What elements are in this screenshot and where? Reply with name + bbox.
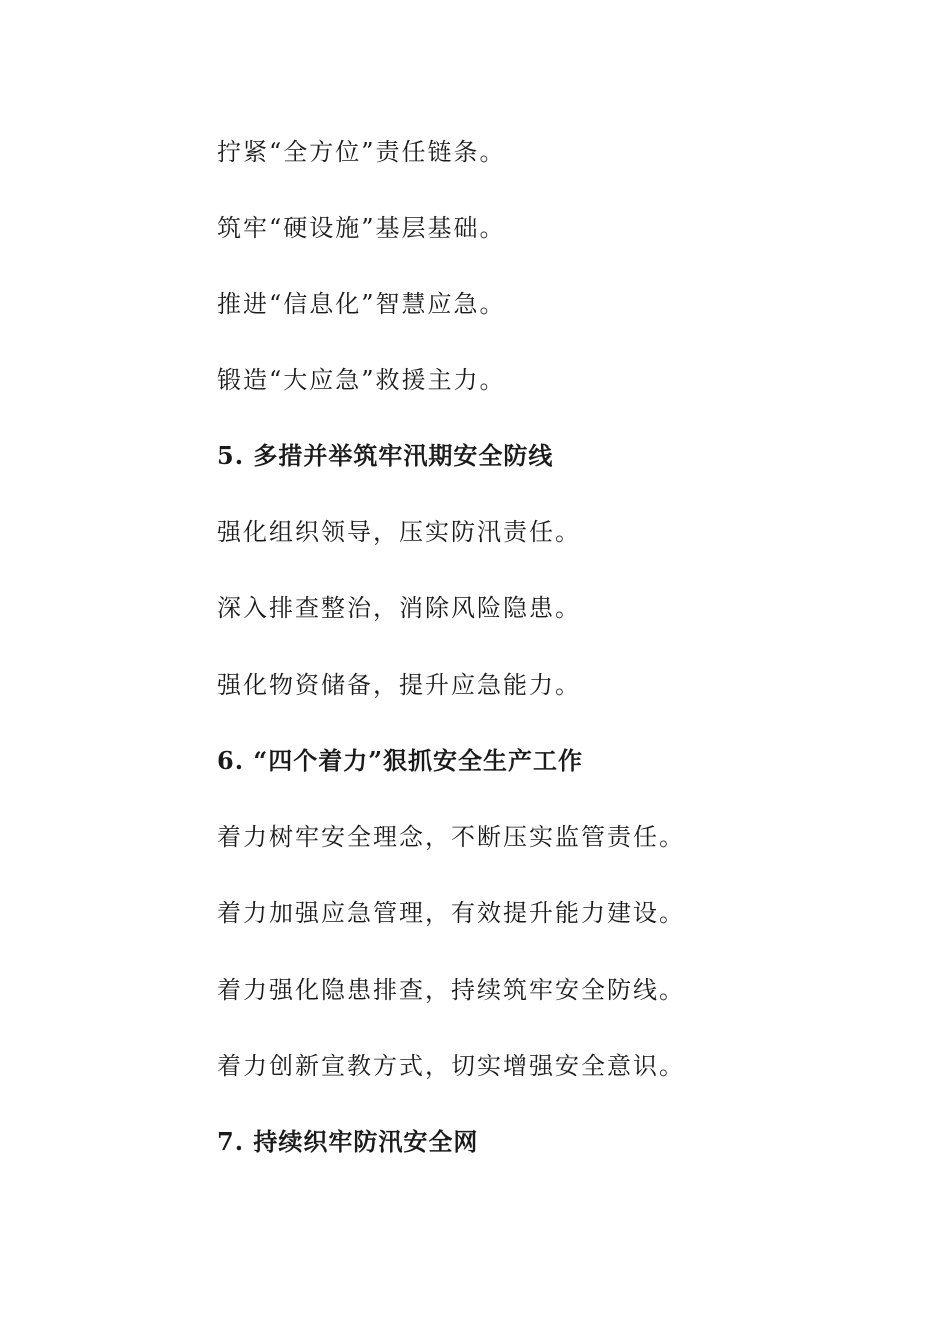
paragraph-line: 筑牢“硬设施”基层基础。 — [217, 214, 506, 242]
paragraph-line: 深入排查整治，消除风险隐患。 — [217, 594, 581, 622]
paragraph-line: 锻造“大应急”救援主力。 — [217, 366, 506, 394]
section-heading: 5. 多措并举筑牢汛期安全防线 — [217, 441, 554, 470]
paragraph-line: 着力创新宣教方式，切实增强安全意识。 — [217, 1052, 685, 1080]
section-heading: 6. “四个着力”狠抓安全生产工作 — [217, 746, 584, 775]
section-heading: 7. 持续织牢防汛安全网 — [217, 1127, 479, 1156]
paragraph-line: 着力加强应急管理，有效提升能力建设。 — [217, 899, 685, 927]
paragraph-line: 推进“信息化”智慧应急。 — [217, 290, 506, 318]
paragraph-line: 着力强化隐患排查，持续筑牢安全防线。 — [217, 976, 685, 1004]
paragraph-line: 强化组织领导，压实防汛责任。 — [217, 518, 581, 546]
paragraph-line: 拧紧“全方位”责任链条。 — [217, 138, 506, 166]
paragraph-line: 强化物资储备，提升应急能力。 — [217, 671, 581, 699]
paragraph-line: 着力树牢安全理念，不断压实监管责任。 — [217, 823, 685, 851]
